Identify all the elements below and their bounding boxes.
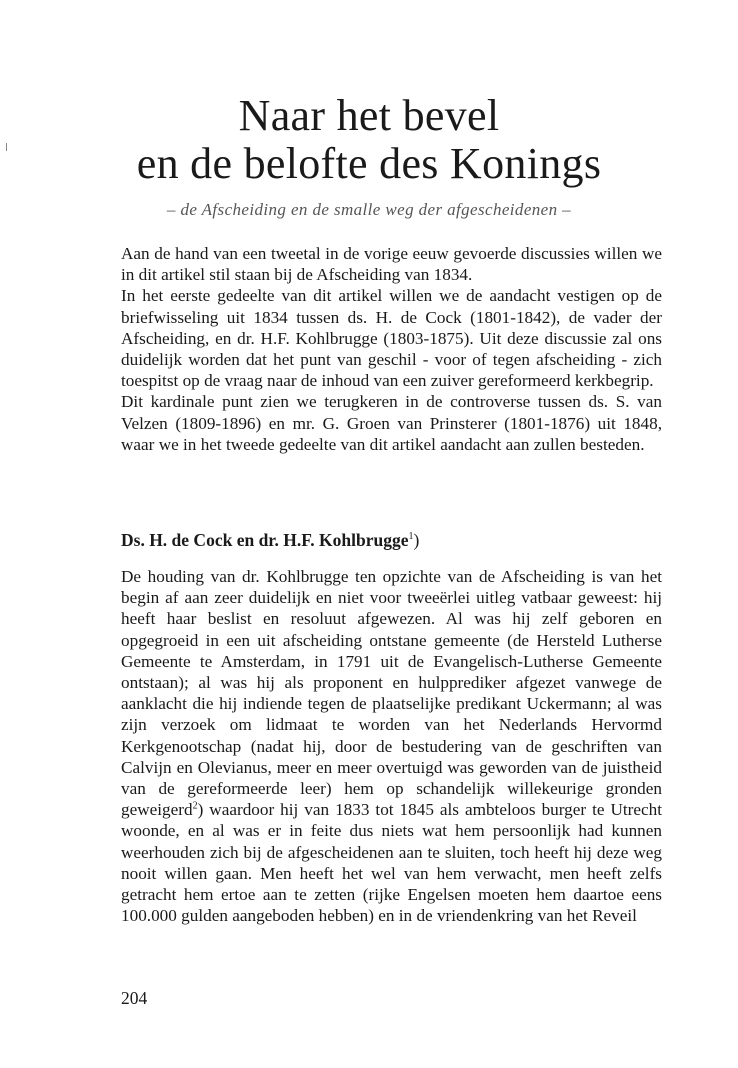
section-body — [121, 566, 662, 926]
footnote-ref-2: 2 — [192, 800, 198, 812]
footnote-paren-1: ) — [413, 530, 420, 550]
section-heading — [121, 530, 419, 551]
intro-section — [121, 243, 662, 455]
title-line-1: Naar het bevel — [238, 91, 500, 140]
article-title — [0, 92, 738, 188]
page-number: 204 — [121, 988, 148, 1008]
section-text-a: De houding van dr. Kohlbrugge ten opzichte van de Afscheiding is van het begin af aan zeer duidelijk en niet voor tweeërlei uitleg vatbaar geweest: hij heeft haar beslist en resoluut afgewezen. Al was hij zelf geboren en opgegroeid in een uit afscheiding ontstane gemeente (de Hersteld Lutherse Gemeente te Amsterdam, in 1791 uit de Evangelisch-Lutherse Gemeente ontstaan); al was hij als proponent en hulpprediker afgezet vanwege de aanklacht die hij indiende tegen de plaatselijke predikant Uckermann; al was zijn verzoek om lidmaat te worden van het Nederlands Hervormd Kerkgenootschap (nadat hij, door de bestudering van de geschriften van Calvijn en Olevianus, meer en meer overtuigd was geworden van de juistheid van de gereformeerde leer) hem op schandelijk willekeurige gronden geweigerd — [121, 567, 662, 820]
section-heading-text: Ds. H. de Cock en dr. H.F. Kohlbrugge — [121, 530, 409, 550]
title-line-2: en de belofte des Konings — [136, 139, 602, 188]
article-subtitle: – de Afscheiding en de smalle weg der afgescheidenen – — [166, 200, 572, 219]
intro-paragraph-3: Dit kardinale punt zien we terugkeren in de controverse tussen ds. S. van Velzen (1809-1896) en mr. G. Groen van Prinsterer (1801-1876) uit 1848, waar we in het tweede gedeelte van dit artikel aandacht aan zullen besteden. — [121, 392, 662, 454]
intro-paragraph-2: In het eerste gedeelte van dit artikel willen we de aandacht vestigen op de briefwisseling uit 1834 tussen ds. H. de Cock (1801-1842), de vader der Afscheiding, en dr. H.F. Kohlbrugge (1803-1875). Uit deze discussie zal ons duidelijk worden dat het punt van geschil - voor of tegen afscheiding - zich toespitst op de vraag naar de inhoud van een zuiver gereformeerd kerkbegrip. — [121, 286, 662, 391]
intro-paragraph-1: Aan de hand van een tweetal in de vorige eeuw gevoerde discussies willen we in dit artikel stil staan bij de Afscheiding van 1834. — [121, 244, 662, 285]
title-block — [0, 92, 738, 220]
section-text-b: waardoor hij van 1833 tot 1845 als ambteloos burger te Utrecht woonde, en al was er in feite dus niets wat hem persoonlijk had kunnen weerhouden zich bij de afgescheidenen aan te sluiten, toch heeft hij deze weg nooit willen gaan. Men heeft het wel van hem verwacht, men heeft zelfs getracht hem ertoe aan te zetten (rijke Engelsen moeten hem daartoe eens 100.000 gulden aangeboden hebben) en in de vriendenkring van het Reveil — [121, 800, 662, 926]
footnote-paren-2: ) — [197, 800, 204, 820]
section-paragraph — [121, 566, 662, 926]
footnote-ref-1: 1 — [408, 531, 414, 543]
